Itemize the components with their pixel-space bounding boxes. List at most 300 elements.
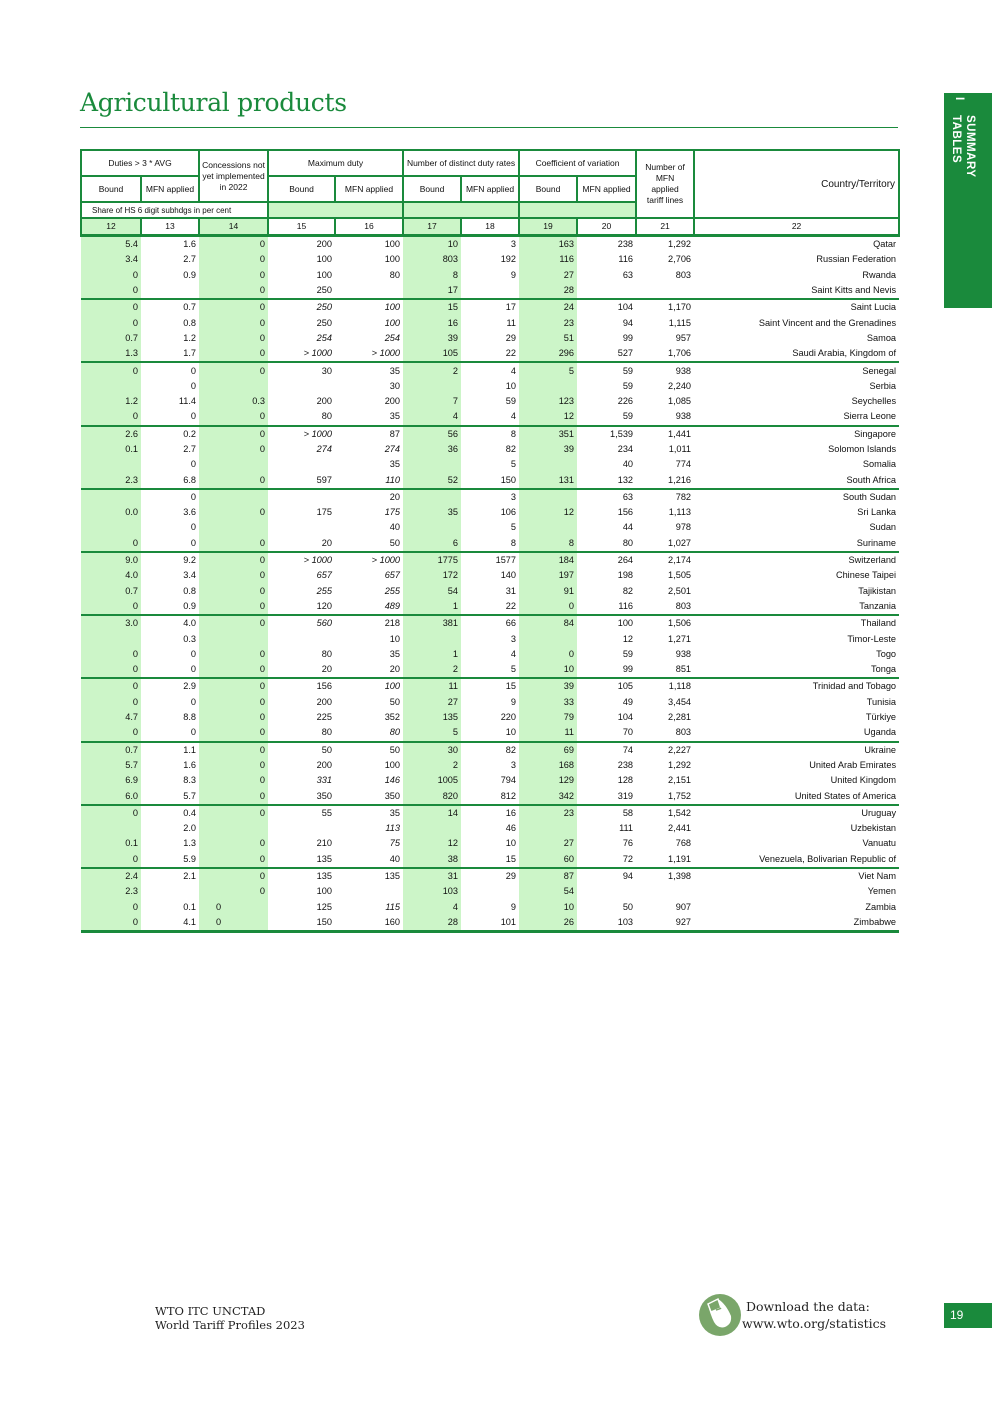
country-header: Country/Territory [694, 150, 899, 218]
value-cell: 0 [199, 868, 268, 884]
value-cell: 1.7 [183, 348, 197, 359]
value-cell [199, 379, 268, 394]
value-cell: 1,115 [668, 317, 692, 328]
value-cell: 14 [403, 805, 461, 821]
value-cell [81, 489, 141, 505]
value-cell: 1,506 [636, 615, 694, 631]
value-cell: 27 [403, 695, 461, 710]
value-cell: 6.8 [183, 474, 197, 485]
value-cell: 2.3 [81, 472, 141, 488]
value-cell: 0 [190, 411, 197, 422]
value-cell: 0 [190, 380, 197, 391]
section-numeral: I [953, 97, 965, 101]
value-cell: 597 [316, 474, 333, 485]
value-cell: 116 [618, 600, 634, 611]
value-cell: 351 [519, 426, 577, 442]
value-cell: 254 [316, 332, 333, 343]
value-cell: 0 [81, 315, 141, 330]
value-cell: 116 [519, 252, 577, 267]
value-cell: 3 [510, 759, 517, 770]
value-cell: 8.3 [183, 775, 197, 786]
value-cell [519, 379, 577, 394]
value-cell: 30 [268, 362, 335, 378]
value-cell: 0 [199, 805, 268, 821]
value-cell: 0 [141, 362, 199, 378]
value-cell: 812 [500, 790, 517, 801]
value-cell: 0 [199, 442, 268, 457]
value-cell: 768 [675, 838, 692, 849]
country-cell: Singapore [694, 426, 899, 442]
value-cell: 132 [617, 474, 634, 485]
value-cell: 5 [510, 664, 517, 675]
value-cell: 80 [321, 727, 333, 738]
country-cell: South Sudan [694, 489, 899, 505]
table-body [81, 236, 899, 932]
value-cell: 0 [81, 299, 141, 315]
value-cell: 10 [389, 633, 401, 644]
col-number: 13 [141, 218, 199, 236]
value-cell: 1,085 [668, 396, 692, 407]
value-cell: 116 [618, 254, 634, 265]
value-cell: 35 [389, 411, 401, 422]
value-cell: 9 [510, 696, 517, 707]
value-cell: 87 [519, 868, 577, 884]
value-cell: 2.3 [81, 884, 141, 899]
value-cell: 49 [622, 696, 634, 707]
col-number: 21 [636, 218, 694, 236]
value-cell: 2,441 [668, 823, 692, 834]
value-cell: 6.0 [81, 788, 141, 804]
value-cell: 104 [617, 712, 634, 723]
value-cell: 0 [199, 315, 268, 330]
value-cell [403, 631, 461, 646]
value-cell: 22 [505, 348, 517, 359]
value-cell: 1,170 [636, 299, 694, 315]
country-cell: Suriname [856, 537, 897, 548]
value-cell: 2,227 [636, 742, 694, 758]
country-cell: Togo [876, 648, 897, 659]
table-row [81, 695, 899, 710]
value-cell: 1.3 [81, 346, 141, 362]
value-cell: 63 [577, 489, 636, 505]
value-cell [141, 884, 199, 899]
value-cell: 0.1 [183, 901, 197, 912]
col-number: 15 [268, 218, 335, 236]
value-cell: 101 [461, 915, 519, 932]
value-cell: 957 [675, 332, 692, 343]
value-cell: 197 [519, 568, 577, 583]
value-cell: 100 [316, 254, 333, 265]
value-cell: 54 [403, 584, 461, 599]
value-cell: 0 [81, 805, 141, 821]
value-cell: 50 [335, 742, 403, 758]
table-row [81, 409, 899, 425]
table-row [81, 805, 899, 821]
mfn-applied-header: MFN applied [577, 176, 636, 202]
value-cell: 0 [199, 252, 268, 267]
country-cell: Saint Kitts and Nevis [811, 285, 897, 296]
value-cell: 0.3 [183, 633, 197, 644]
value-cell: 31 [505, 585, 517, 596]
value-cell: 0.8 [183, 585, 197, 596]
value-cell: 0 [199, 742, 268, 758]
country-cell: Tajikistan [858, 585, 897, 596]
value-cell: 100 [316, 886, 333, 897]
value-cell: 11 [403, 678, 461, 694]
value-cell: 331 [316, 775, 333, 786]
value-cell: 5 [510, 522, 517, 533]
value-cell: 0.3 [199, 394, 268, 409]
value-cell: 2.6 [81, 426, 141, 442]
section-tab [944, 93, 992, 308]
value-cell: 10 [519, 899, 577, 914]
value-cell: 0 [199, 852, 268, 868]
value-cell: 28 [519, 283, 577, 299]
value-cell: 2 [403, 758, 461, 773]
col-number: 12 [81, 218, 141, 236]
value-cell: 1 [403, 599, 461, 615]
value-cell: 9.0 [81, 552, 141, 568]
value-cell: 1,752 [668, 790, 692, 801]
value-cell: 250 [268, 299, 335, 315]
table-row [81, 457, 899, 472]
value-cell: 0 [81, 695, 141, 710]
value-cell: 2,174 [636, 552, 694, 568]
download-link[interactable]: www.wto.org/statistics [742, 1316, 887, 1331]
country-cell: Trinidad and Tobago [694, 678, 899, 694]
value-cell: 255 [316, 585, 333, 596]
value-cell: 0 [81, 852, 141, 868]
value-cell: 168 [519, 758, 577, 773]
value-cell: 3 [510, 633, 517, 644]
value-cell: 0.1 [81, 442, 141, 457]
value-cell: 803 [675, 269, 692, 280]
value-cell: 82 [505, 444, 517, 454]
value-cell: 5.7 [81, 758, 141, 773]
value-cell: 12 [519, 409, 577, 425]
table-row [81, 884, 899, 899]
value-cell: 80 [389, 727, 401, 738]
value-cell: 2.7 [183, 254, 197, 265]
value-cell: 0 [81, 268, 141, 283]
value-cell: 0 [199, 725, 268, 741]
table-row [81, 299, 899, 315]
value-cell: 74 [577, 742, 636, 758]
value-cell: 0 [199, 552, 268, 568]
value-cell: 10 [519, 662, 577, 678]
col-number: 17 [403, 218, 461, 236]
value-cell: 105 [577, 678, 636, 694]
value-cell: 0 [190, 648, 197, 659]
table-row [81, 346, 899, 362]
value-cell: 40 [622, 459, 634, 470]
value-cell: 200 [268, 236, 335, 253]
table-row [81, 742, 899, 758]
source-footer [155, 1304, 305, 1332]
value-cell: 0 [190, 664, 197, 675]
value-cell: 27 [519, 268, 577, 283]
value-cell: 3 [461, 489, 519, 505]
value-cell: 59 [622, 380, 634, 391]
value-cell: 1.1 [141, 742, 199, 758]
value-cell: 5 [519, 362, 577, 378]
value-cell: 250 [316, 285, 333, 296]
value-cell: 76 [622, 838, 634, 849]
value-cell: 0 [81, 662, 141, 678]
value-cell: 27 [519, 836, 577, 851]
value-cell: 0 [81, 283, 141, 299]
value-cell: 100 [384, 759, 401, 770]
value-cell [268, 631, 335, 646]
duties-header: Duties > 3 * AVG [81, 150, 199, 176]
value-cell: 319 [617, 790, 634, 801]
table-row [81, 599, 899, 615]
value-cell: 36 [403, 442, 461, 457]
country-cell: Tanzania [859, 600, 897, 611]
value-cell: 1,706 [668, 348, 692, 359]
country-cell: Somalia [862, 459, 897, 470]
country-cell: Zambia [865, 901, 897, 912]
value-cell: 16 [461, 805, 519, 821]
table-row [81, 773, 899, 788]
value-cell: 9.2 [141, 552, 199, 568]
value-cell: 0 [199, 331, 268, 346]
value-cell: 44 [622, 522, 634, 533]
value-cell: 527 [617, 348, 634, 359]
value-cell: 11 [519, 725, 577, 741]
value-cell: 0.7 [81, 331, 141, 346]
value-cell: 342 [519, 788, 577, 804]
value-cell [577, 283, 636, 299]
value-cell: 8 [519, 536, 577, 552]
value-cell: 0 [199, 268, 268, 283]
country-cell: Tunisia [866, 696, 897, 707]
value-cell: 1,118 [636, 678, 694, 694]
value-cell: 125 [316, 901, 333, 912]
value-cell: > 1000 [335, 552, 403, 568]
value-cell: 59 [577, 362, 636, 378]
country-cell: Sri Lanka [857, 507, 897, 518]
value-cell: 1.2 [183, 332, 197, 343]
distinct-rates-header: Number of distinct duty rates [403, 150, 519, 176]
value-cell: 2.4 [81, 868, 141, 884]
value-cell [81, 631, 141, 646]
value-cell: 175 [384, 507, 401, 518]
value-cell: 0 [199, 662, 268, 678]
country-cell: Switzerland [694, 552, 899, 568]
download-block [742, 1298, 886, 1332]
country-cell: Uruguay [694, 805, 899, 821]
value-cell: 113 [385, 823, 401, 834]
num-mfn-header: Number of MFN applied tariff lines [636, 150, 694, 218]
download-mouse-icon[interactable] [698, 1294, 742, 1336]
country-cell: Saint Vincent and the Grenadines [758, 317, 897, 328]
value-cell: 5.7 [183, 790, 197, 801]
value-cell: 489 [384, 600, 401, 611]
table-row [81, 268, 899, 283]
table-row [81, 315, 899, 330]
download-label: Download the data: [746, 1299, 870, 1314]
value-cell: 29 [461, 868, 519, 884]
value-cell: 104 [577, 299, 636, 315]
value-cell: 11.4 [178, 396, 197, 407]
value-cell: 1.6 [141, 236, 199, 253]
value-cell: 0 [190, 522, 197, 533]
value-cell: 794 [500, 775, 517, 786]
title-divider [80, 127, 898, 128]
value-cell [461, 884, 519, 899]
value-cell: 35 [389, 648, 401, 659]
country-cell: Viet Nam [694, 868, 899, 884]
value-cell: 123 [519, 394, 577, 409]
value-cell: 75 [389, 838, 401, 849]
value-cell: 135 [403, 710, 461, 725]
value-cell: 200 [384, 396, 401, 407]
value-cell: 0.7 [141, 299, 199, 315]
value-cell: 198 [617, 570, 634, 581]
value-cell [403, 821, 461, 836]
value-cell: 0 [199, 899, 268, 914]
value-cell: 129 [519, 773, 577, 788]
value-cell: 100 [335, 299, 403, 315]
value-cell [268, 457, 335, 472]
table-row [81, 678, 899, 694]
value-cell: 1.3 [183, 838, 197, 849]
value-cell: 4 [510, 648, 517, 659]
value-cell [403, 489, 461, 505]
value-cell: 84 [519, 615, 577, 631]
value-cell: 23 [519, 805, 577, 821]
value-cell: 10 [403, 236, 461, 253]
table-row [81, 899, 899, 914]
value-cell: 100 [577, 615, 636, 631]
value-cell: 0 [81, 536, 141, 552]
value-cell [335, 884, 403, 899]
value-cell: 56 [403, 426, 461, 442]
value-cell: 200 [316, 759, 333, 770]
value-cell: 5.4 [81, 236, 141, 253]
value-cell: 803 [675, 727, 692, 738]
value-cell: 2.1 [141, 868, 199, 884]
value-cell: 10 [505, 838, 517, 849]
value-cell: 50 [389, 537, 401, 548]
table-row [81, 379, 899, 394]
bound-header: Bound [268, 176, 335, 202]
value-cell: 0 [519, 647, 577, 662]
value-cell: 978 [675, 522, 692, 533]
value-cell [403, 457, 461, 472]
value-cell: 657 [384, 570, 401, 581]
value-cell: 1,011 [668, 444, 692, 454]
value-cell: 3 [461, 236, 519, 253]
table-row [81, 442, 899, 457]
value-cell: 3.0 [81, 615, 141, 631]
value-cell: 0 [199, 915, 268, 932]
value-cell: 1005 [403, 773, 461, 788]
country-cell: United States of America [794, 790, 897, 801]
value-cell: 1577 [461, 552, 519, 568]
value-cell: 4.0 [81, 568, 141, 583]
value-cell [519, 520, 577, 535]
value-cell: 274 [316, 444, 333, 454]
country-cell: Serbia [869, 380, 897, 391]
share-note: Share of HS 6 digit subhdgs in per cent [81, 202, 268, 218]
value-cell: 12 [403, 836, 461, 851]
value-cell: 1.6 [183, 759, 197, 770]
value-cell: 184 [519, 552, 577, 568]
value-cell: 0 [199, 678, 268, 694]
value-cell: 938 [675, 411, 692, 422]
table-row [81, 536, 899, 552]
value-cell: 55 [268, 805, 335, 821]
value-cell: 172 [403, 568, 461, 583]
value-cell: 23 [519, 315, 577, 330]
value-cell: 160 [335, 915, 403, 932]
table-row [81, 552, 899, 568]
value-cell: 94 [577, 868, 636, 884]
concessions-header: Concessions not yet implemented in 2022 [199, 150, 268, 202]
table-row [81, 426, 899, 442]
value-cell [519, 631, 577, 646]
value-cell: 15 [505, 853, 517, 864]
country-cell: Venezuela, Bolivarian Republic of [759, 853, 897, 864]
country-cell: Saudi Arabia, Kingdom of [792, 348, 897, 359]
value-cell: 4 [403, 409, 461, 425]
country-cell: Russian Federation [816, 254, 897, 265]
value-cell [81, 520, 141, 535]
value-cell: 0 [199, 362, 268, 378]
country-cell: Uganda [863, 727, 897, 738]
value-cell: 54 [519, 884, 577, 899]
value-cell [577, 884, 636, 899]
value-cell: 0 [199, 299, 268, 315]
country-cell: South Africa [846, 474, 897, 485]
value-cell: 100 [335, 236, 403, 253]
value-cell: 140 [500, 570, 517, 581]
value-cell: 15 [403, 299, 461, 315]
value-cell: 91 [519, 584, 577, 599]
value-cell: 0 [199, 710, 268, 725]
value-cell: 100 [335, 678, 403, 694]
col-number: 22 [694, 218, 899, 236]
value-cell: 99 [622, 332, 634, 343]
value-cell [403, 520, 461, 535]
table-row [81, 283, 899, 299]
value-cell: 1,027 [668, 537, 692, 548]
value-cell: 0 [81, 725, 141, 741]
value-cell: 5 [403, 725, 461, 741]
value-cell: 51 [519, 331, 577, 346]
mfn-applied-header: MFN applied [461, 176, 519, 202]
bound-header: Bound [519, 176, 577, 202]
value-cell: 15 [461, 678, 519, 694]
value-cell: 128 [617, 775, 634, 786]
value-cell: 238 [577, 236, 636, 253]
col-number: 19 [519, 218, 577, 236]
value-cell: 0 [190, 459, 197, 470]
value-cell: 296 [519, 346, 577, 362]
value-cell: 927 [636, 915, 694, 932]
value-cell: 50 [622, 901, 634, 912]
value-cell: 3,454 [668, 696, 692, 707]
value-cell: 79 [519, 710, 577, 725]
country-cell: Saint Lucia [694, 299, 899, 315]
country-cell: United Kingdom [830, 775, 897, 786]
value-cell: 59 [622, 411, 634, 422]
value-cell: 1,292 [636, 236, 694, 253]
value-cell: 0 [190, 727, 197, 738]
value-cell: 69 [519, 742, 577, 758]
